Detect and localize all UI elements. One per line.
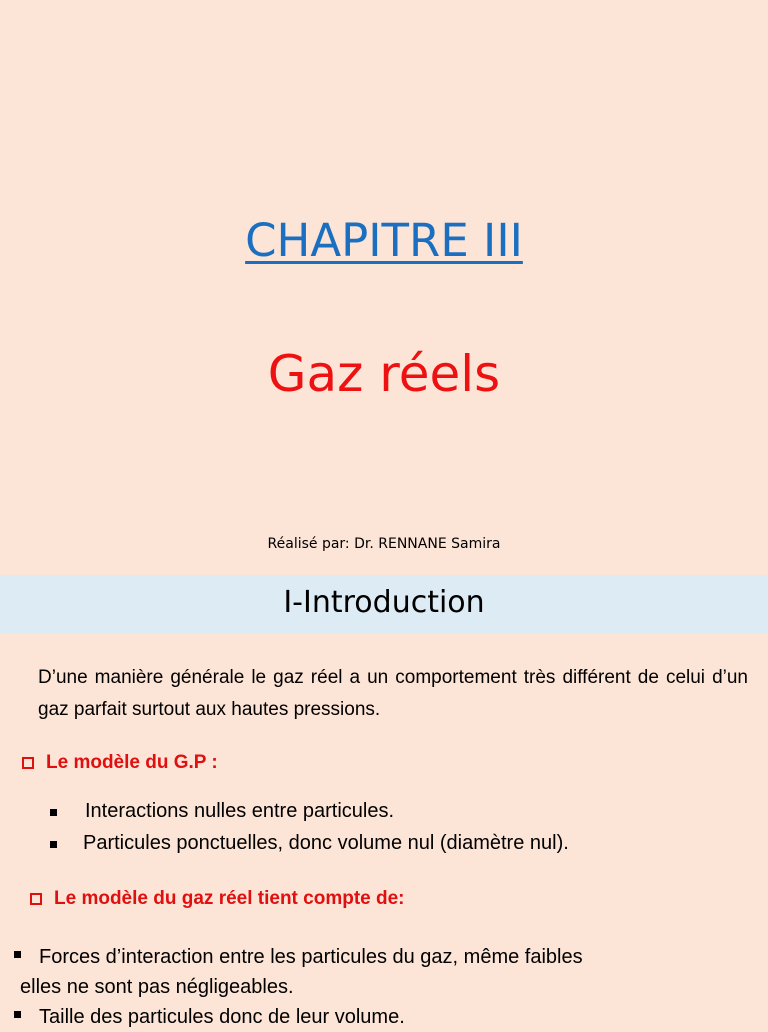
square-bullet-icon xyxy=(14,951,21,958)
chapter-title: CHAPITRE III xyxy=(245,214,523,267)
square-bullet-icon xyxy=(50,841,57,848)
real-model-heading xyxy=(28,888,405,910)
list-item-text: Taille des particules donc de leur volume. xyxy=(39,1006,405,1028)
square-bullet-icon xyxy=(50,809,57,816)
intro-paragraph: D’une manière générale le gaz réel a un comportement très différent de celui d’un gaz parfait surtout aux hautes pressions. xyxy=(38,667,748,720)
checkbox-icon xyxy=(22,757,34,769)
list-item-continuation xyxy=(14,972,583,1002)
real-model-heading-label: Le modèle du gaz réel tient compte de: xyxy=(54,888,405,909)
author-credit: Réalisé par: Dr. RENNANE Samira xyxy=(267,536,501,552)
list-item xyxy=(50,800,569,832)
real-model-list xyxy=(14,942,583,1032)
list-item-text: Particules ponctuelles, donc volume nul (diamètre nul). xyxy=(83,832,569,854)
list-item xyxy=(14,1002,583,1032)
square-bullet-icon xyxy=(14,1011,21,1018)
gp-model-heading-label: Le modèle du G.P : xyxy=(46,752,218,773)
gp-model-list xyxy=(50,800,569,864)
list-item-text: Interactions nulles entre particules. xyxy=(85,800,395,822)
list-item-text: elles ne sont pas négligeables. xyxy=(20,976,294,998)
gp-model-heading xyxy=(20,752,218,774)
list-item xyxy=(50,832,569,864)
checkbox-icon xyxy=(30,893,42,905)
list-item xyxy=(14,942,583,972)
list-item-text: Forces d’interaction entre les particules du gaz, même faibles xyxy=(39,946,583,968)
chapter-subtitle: Gaz réels xyxy=(267,345,501,403)
section-title: I-Introduction xyxy=(283,585,485,620)
